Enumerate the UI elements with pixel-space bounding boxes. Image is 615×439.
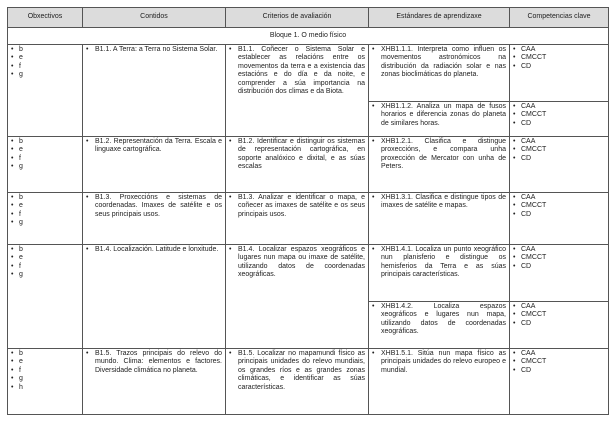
- content-cell: [83, 245, 226, 349]
- competence-item: • CD: [513, 120, 605, 128]
- objectives-cell: [8, 245, 83, 349]
- content-text: • B1.3. Proxeccións e sistemas de coordenadas. Imaxes de satélite e os seus principais usos.: [86, 194, 222, 219]
- header-competences: Competencias clave: [510, 8, 609, 28]
- standard-cell: [369, 193, 510, 245]
- objective-item: • b: [11, 350, 79, 358]
- objective-item: • g: [11, 375, 79, 383]
- header-criteria: Criterios de avaliación: [226, 8, 369, 28]
- content-text: • B1.2. Representación da Terra. Escala e linguaxe cartográfica.: [86, 138, 222, 155]
- criteria-text: • B1.3. Analizar e identificar o mapa, e coñecer as imaxes de satélite e os seus principais usos.: [229, 194, 365, 219]
- standard-cell: [369, 102, 510, 137]
- objective-item: • b: [11, 194, 79, 202]
- competence-item: • CMCCT: [513, 111, 605, 119]
- competence-item: • CD: [513, 320, 605, 328]
- criteria-text: • B1.4. Localizar espazos xeográficos e lugares nun mapa ou imaxe de satélite, utilizando datos de coordenadas xeográficas.: [229, 246, 365, 280]
- competence-item: • CMCCT: [513, 202, 605, 210]
- objectives-cell: [8, 193, 83, 245]
- objectives-list: [11, 246, 79, 280]
- competences-list: [513, 194, 605, 219]
- standard-text: • XHB1.4.1. Localiza un punto xeográfico nun planisferio e distingue os hemisferios da Terra e as súas principais características.: [372, 246, 506, 280]
- competence-item: • CD: [513, 367, 605, 375]
- standard-text: • XHB1.1.2. Analiza un mapa de fusos horarios e diferencia zonas do planeta de similares horas.: [372, 103, 506, 128]
- header-standards: Estándares de aprendizaxe: [369, 8, 510, 28]
- objective-item: • g: [11, 271, 79, 279]
- objectives-list: [11, 138, 79, 172]
- competence-item: • CMCCT: [513, 358, 605, 366]
- competences-list: [513, 303, 605, 328]
- objective-item: • f: [11, 211, 79, 219]
- objectives-cell: [8, 45, 83, 137]
- standard-cell: [369, 349, 510, 415]
- table-row: [8, 193, 609, 245]
- header-objectives: Obxectivos: [8, 8, 83, 28]
- objectives-list: [11, 350, 79, 392]
- objective-item: • f: [11, 263, 79, 271]
- objective-item: • g: [11, 71, 79, 79]
- criteria-cell: [226, 245, 369, 349]
- table-row: [8, 349, 609, 415]
- curriculum-table: [7, 7, 609, 415]
- objective-item: • h: [11, 384, 79, 392]
- content-text: • B1.1. A Terra: a Terra no Sistema Solar.: [86, 46, 222, 54]
- criteria-text: • B1.1. Coñecer o Sistema Solar e establecer as relacións entre os movementos da terra e a existencia das estacións e do día e da noite, e comprender a súa importancia na distribución dos climas e da Biota.: [229, 46, 365, 96]
- objective-item: • g: [11, 219, 79, 227]
- table-row: [8, 245, 609, 302]
- competence-item: • CD: [513, 263, 605, 271]
- competence-item: • CD: [513, 211, 605, 219]
- block-title: Bloque 1. O medio físico: [8, 28, 609, 45]
- criteria-cell: [226, 349, 369, 415]
- competences-cell: [510, 245, 609, 302]
- curriculum-document: [7, 7, 608, 415]
- criteria-cell: [226, 137, 369, 193]
- table-row: [8, 137, 609, 193]
- content-cell: [83, 45, 226, 137]
- competence-item: • CD: [513, 155, 605, 163]
- competence-item: • CAA: [513, 194, 605, 202]
- objective-item: • f: [11, 155, 79, 163]
- competence-item: • CD: [513, 63, 605, 71]
- objective-item: • e: [11, 358, 79, 366]
- competences-list: [513, 138, 605, 163]
- objective-item: • e: [11, 202, 79, 210]
- competences-cell: [510, 137, 609, 193]
- objective-item: • e: [11, 54, 79, 62]
- criteria-cell: [226, 193, 369, 245]
- competences-cell: [510, 349, 609, 415]
- standard-cell: [369, 45, 510, 102]
- competences-cell: [510, 302, 609, 349]
- standard-text: • XHB1.1.1. Interpreta como influen os movementos astronómicos na distribución da radiación solar e nas zonas bioclimáticas do planeta.: [372, 46, 506, 80]
- competences-list: [513, 46, 605, 71]
- criteria-cell: [226, 45, 369, 137]
- competence-item: • CAA: [513, 138, 605, 146]
- content-cell: [83, 193, 226, 245]
- objective-item: • f: [11, 367, 79, 375]
- competence-item: • CAA: [513, 103, 605, 111]
- content-cell: [83, 349, 226, 415]
- content-text: • B1.5. Trazos principais do relevo do mundo. Clima: elementos e factores. Diversidade climática no planeta.: [86, 350, 222, 375]
- competence-item: • CMCCT: [513, 311, 605, 319]
- standard-text: • XHB1.5.1. Sitúa nun mapa físico as principais unidades do relevo europeo e mundial.: [372, 350, 506, 375]
- block-title-row: [8, 28, 609, 45]
- competences-list: [513, 350, 605, 375]
- objective-item: • b: [11, 138, 79, 146]
- objectives-cell: [8, 137, 83, 193]
- standard-text: • XHB1.3.1. Clasifica e distingue tipos de imaxes de satélite e mapas.: [372, 194, 506, 211]
- criteria-text: • B1.5. Localizar no mapamundi físico as principais unidades do relevo mundiais, os grandes ríos e as grandes zonas climáticas, e identificar as súas características.: [229, 350, 365, 392]
- criteria-text: • B1.2. Identificar e distinguir os sistemas de representación cartográfica, en soporte analóxico e dixital, e as súas escalas: [229, 138, 365, 172]
- standard-text: • XHB1.2.1. Clasifica e distingue proxeccións, e compara unha proxección de Mercator con unha de Peters.: [372, 138, 506, 172]
- standard-cell: [369, 245, 510, 302]
- table-row: [8, 45, 609, 102]
- objectives-list: [11, 194, 79, 228]
- content-cell: [83, 137, 226, 193]
- standard-cell: [369, 137, 510, 193]
- competence-item: • CAA: [513, 46, 605, 54]
- header-contents: Contidos: [83, 8, 226, 28]
- objective-item: • e: [11, 254, 79, 262]
- objective-item: • b: [11, 46, 79, 54]
- competence-item: • CAA: [513, 350, 605, 358]
- objective-item: • b: [11, 246, 79, 254]
- competences-list: [513, 246, 605, 271]
- competence-item: • CAA: [513, 303, 605, 311]
- table-header-row: [8, 8, 609, 28]
- standard-text: • XHB1.4.2. Localiza espazos xeográficos e lugares nun mapa, utilizando datos de coordenadas xeográficas.: [372, 303, 506, 337]
- objectives-list: [11, 46, 79, 80]
- competences-cell: [510, 45, 609, 102]
- competence-item: • CMCCT: [513, 146, 605, 154]
- competences-cell: [510, 193, 609, 245]
- standard-cell: [369, 302, 510, 349]
- objectives-cell: [8, 349, 83, 415]
- competences-cell: [510, 102, 609, 137]
- competences-list: [513, 103, 605, 128]
- competence-item: • CMCCT: [513, 254, 605, 262]
- content-text: • B1.4. Localización. Latitude e lonxitude.: [86, 246, 222, 254]
- objective-item: • e: [11, 146, 79, 154]
- competence-item: • CMCCT: [513, 54, 605, 62]
- competence-item: • CAA: [513, 246, 605, 254]
- objective-item: • f: [11, 63, 79, 71]
- objective-item: • g: [11, 163, 79, 171]
